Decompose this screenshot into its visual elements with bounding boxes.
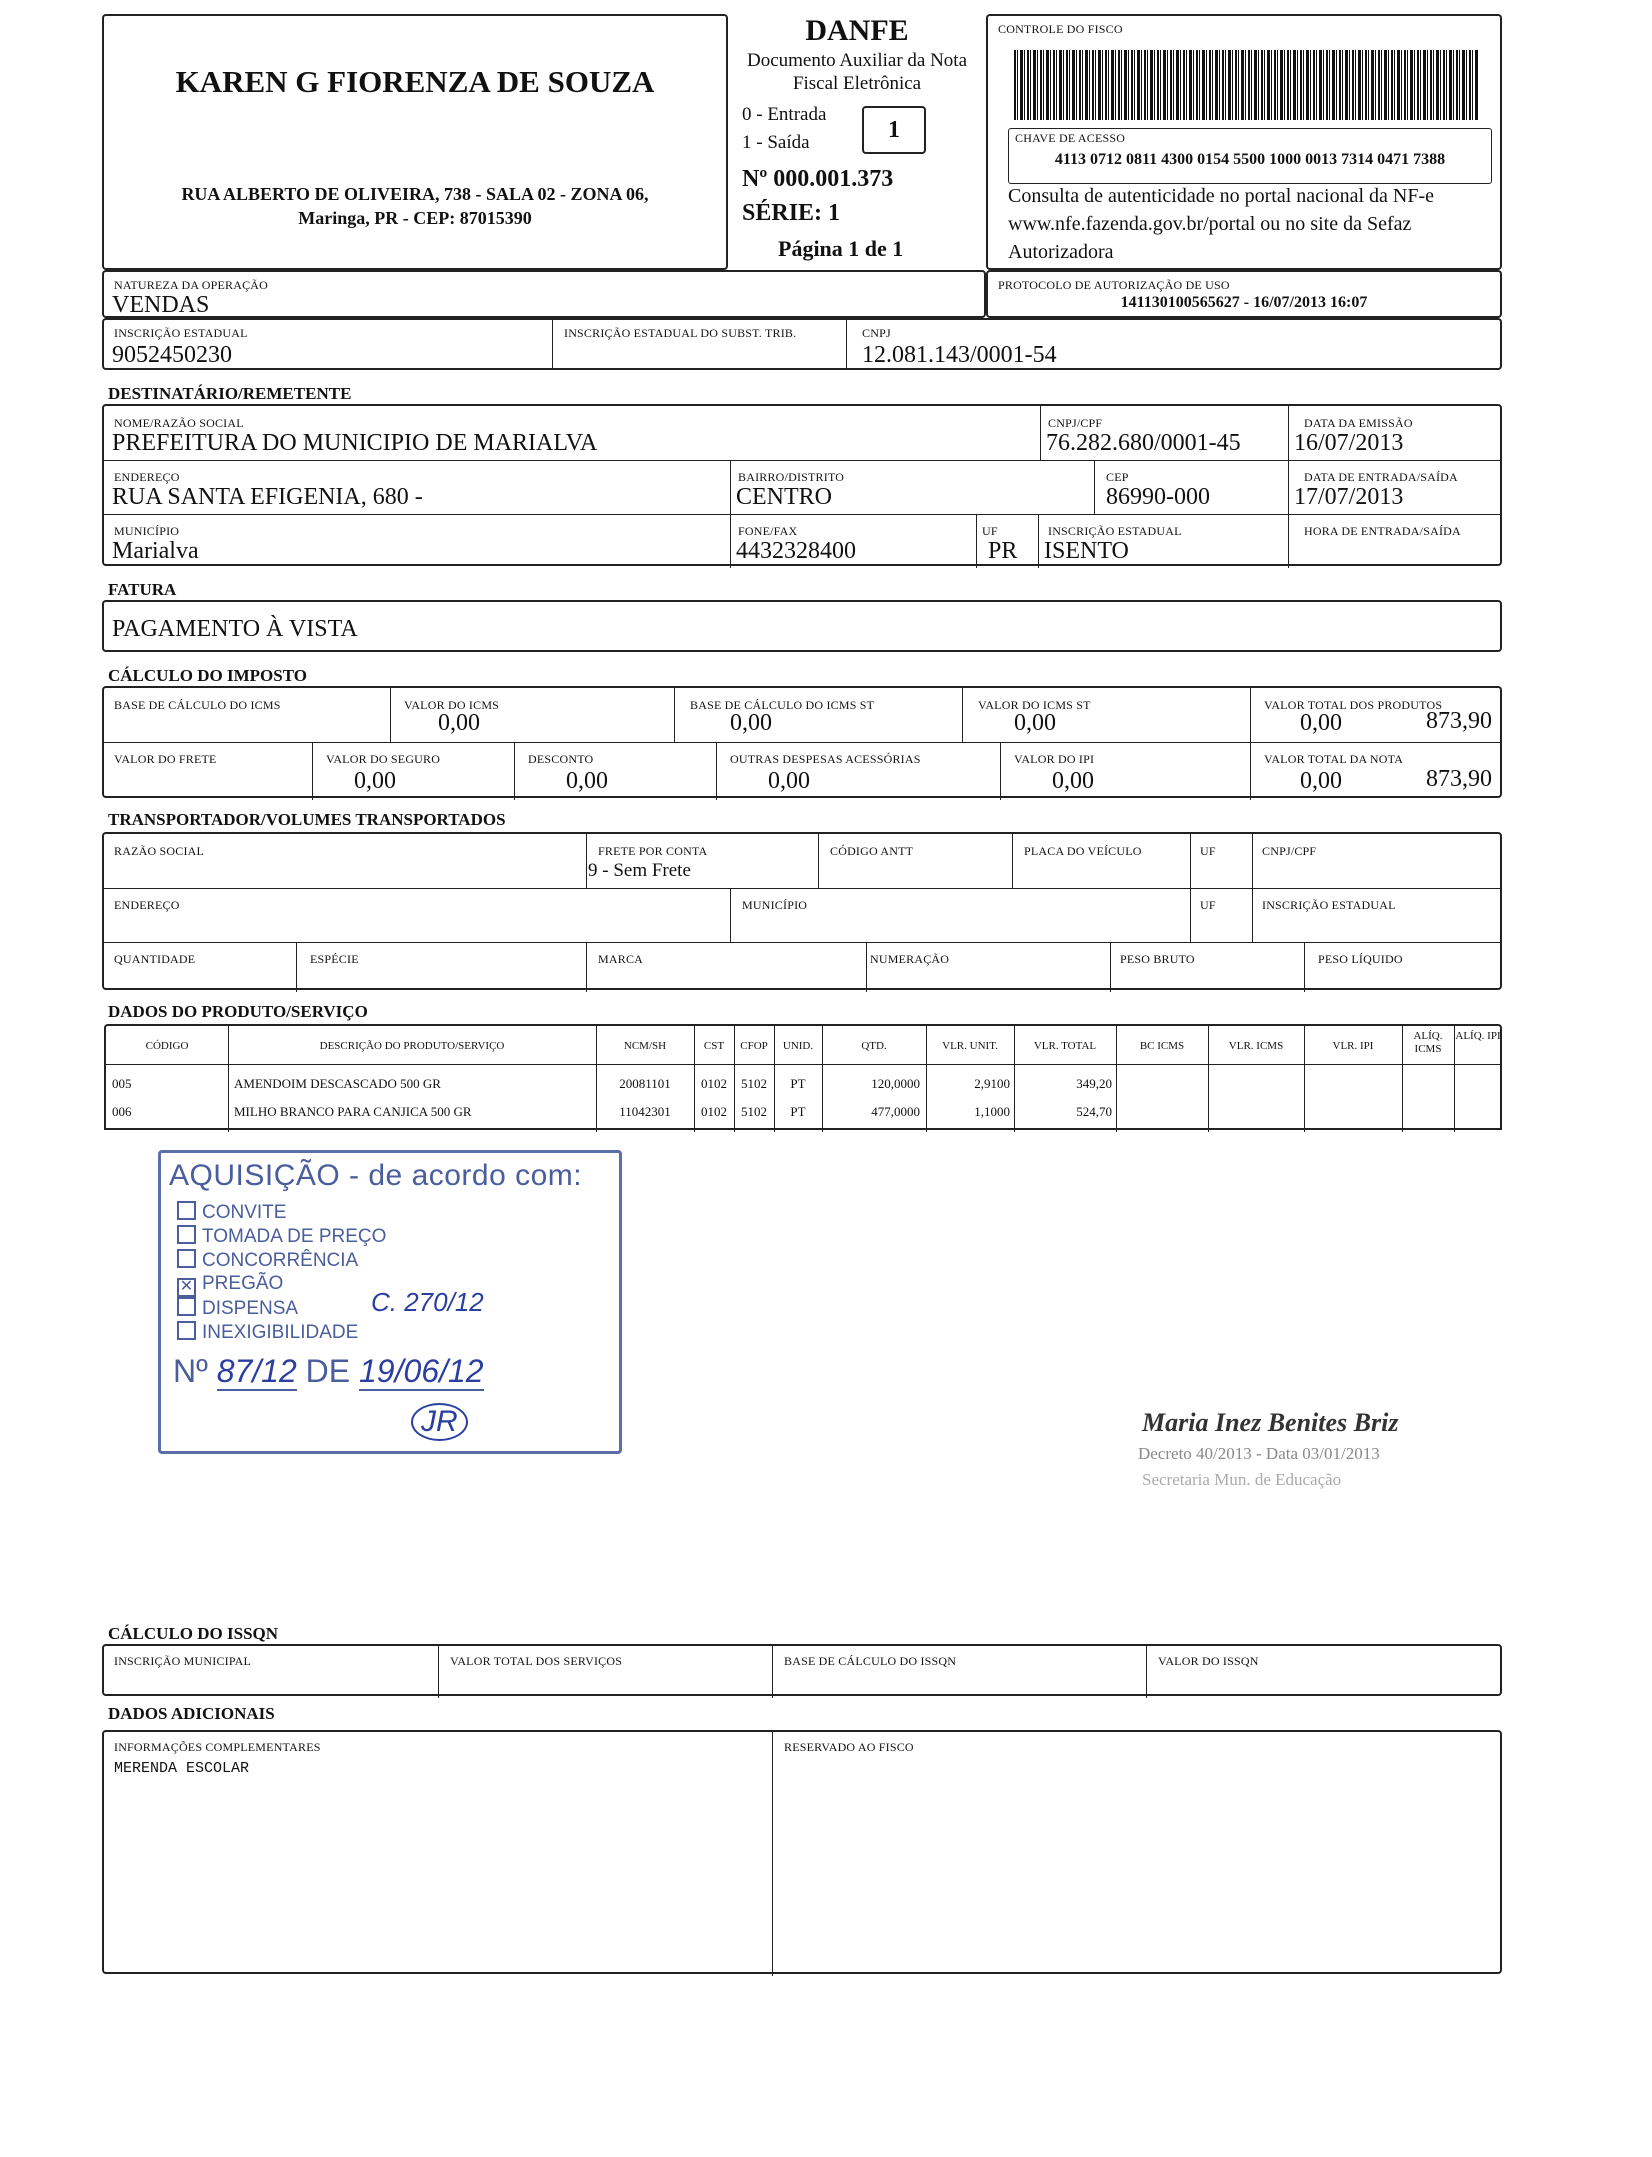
table-cell: AMENDOIM DESCASCADO 500 GR [234, 1076, 441, 1091]
danfe-tipo-box [862, 106, 926, 154]
stamp-option [177, 1273, 386, 1297]
divider [1040, 406, 1041, 460]
quantidade-label: QUANTIDADE [114, 952, 196, 966]
assinatura-linha3: Secretaria Mun. de Educação [1142, 1470, 1342, 1489]
stamp-title: AQUISIÇÃO - de acordo com: [169, 1159, 583, 1192]
adicionais-section-title: DADOS ADICIONAIS [108, 1704, 275, 1723]
divider [104, 742, 1500, 743]
stamp-options [177, 1201, 386, 1345]
protocolo-box [986, 270, 1502, 318]
checkbox-icon [177, 1249, 196, 1268]
checkbox-icon [177, 1225, 196, 1244]
stamp-option [177, 1321, 386, 1345]
dest-hora-label: HORA DE ENTRADA/SAÍDA [1304, 524, 1461, 538]
divider [674, 688, 675, 742]
stamp-numero-prefix: Nº [173, 1353, 208, 1389]
col-header: UNID. [782, 1040, 814, 1052]
stamp-option-label: TOMADA DE PREÇO [202, 1226, 387, 1247]
inscricao-box [102, 318, 1502, 370]
divider [846, 320, 847, 368]
dest-endereco-label: ENDEREÇO [114, 470, 180, 484]
stamp-option-label: CONVITE [202, 1202, 287, 1223]
divider [586, 834, 587, 888]
col-header: VLR. UNIT. [942, 1040, 998, 1052]
ie-label: INSCRIÇÃO ESTADUAL [114, 326, 248, 340]
table-cell: 20081101 [619, 1076, 671, 1091]
base-icms: 0,00 [438, 710, 480, 736]
frete-conta: 9 - Sem Frete [588, 860, 691, 881]
divider [962, 688, 963, 742]
seguro-label: VALOR DO SEGURO [326, 752, 441, 766]
protocolo-label: PROTOCOLO DE AUTORIZAÇÃO DE USO [998, 278, 1230, 292]
transporte-box [102, 832, 1502, 990]
stamp-option [177, 1297, 386, 1321]
dest-entrada: 17/07/2013 [1294, 484, 1404, 510]
controle-fisco-box [986, 14, 1502, 270]
danfe-title: DANFE [805, 14, 909, 47]
stamp-option [177, 1225, 386, 1249]
table-cell: PT [790, 1104, 806, 1119]
dest-cnpj-label: CNPJ/CPF [1048, 416, 1103, 430]
divider [1252, 834, 1253, 942]
dest-cep: 86990-000 [1106, 484, 1210, 510]
antt-label: CÓDIGO ANTT [830, 844, 914, 858]
ipi: 0,00 [1300, 768, 1342, 794]
checkbox-icon [177, 1297, 196, 1316]
col-header: VLR. ICMS [1228, 1040, 1284, 1052]
consulta-texto: Consulta de autenticidade no portal nacional da NF-e www.nfe.fazenda.gov.br/portal ou no site da Sefaz Autorizadora [1008, 185, 1434, 263]
emitente-endereco: RUA ALBERTO DE OLIVEIRA, 738 - SALA 02 - ZONA 06, [181, 184, 649, 204]
table-cell: 5102 [741, 1104, 767, 1119]
table-cell: 006 [112, 1104, 132, 1119]
stamp-numero: 87/12 [216, 1353, 297, 1389]
desconto: 0,00 [768, 768, 810, 794]
table-bottom-line [106, 1128, 1500, 1130]
col-header: VLR. IPI [1332, 1040, 1374, 1052]
divider [818, 834, 819, 888]
checkbox-icon [177, 1201, 196, 1220]
cnpj-label: CNPJ [862, 326, 891, 340]
peso-liquido-label: PESO LÍQUIDO [1318, 952, 1403, 966]
numeracao-label: NUMERAÇÃO [870, 952, 950, 966]
natureza-box [102, 270, 986, 318]
checked-box-icon: ✕ [177, 1278, 196, 1297]
dest-ie-label: INSCRIÇÃO ESTADUAL [1048, 524, 1182, 538]
protocolo-valor: 141130100565627 - 16/07/2013 16:07 [1120, 294, 1368, 311]
divider [1190, 834, 1191, 942]
outras-label: OUTRAS DESPESAS ACESSÓRIAS [730, 752, 921, 766]
fatura-section-title: FATURA [108, 580, 177, 599]
natureza-valor: VENDAS [112, 292, 210, 318]
dest-ie: ISENTO [1044, 538, 1129, 564]
divider [438, 1646, 439, 1698]
base-st: 0,00 [1014, 710, 1056, 736]
table-cell: PT [790, 1076, 806, 1091]
fatura-box [102, 600, 1502, 652]
total-nota: 873,90 [1426, 766, 1492, 792]
cnpj-valor: 12.081.143/0001-54 [862, 342, 1057, 368]
divider [1288, 406, 1289, 568]
transp-uf-label: UF [1200, 844, 1216, 858]
ie-valor: 9052450230 [112, 342, 232, 368]
danfe-numero: Nº 000.001.373 [742, 166, 894, 192]
razao-label: RAZÃO SOCIAL [114, 844, 205, 858]
placa-label: PLACA DO VEÍCULO [1024, 844, 1142, 858]
desconto-label: DESCONTO [528, 752, 594, 766]
dest-fone: 4432328400 [736, 538, 856, 564]
col-header: CÓDIGO [145, 1040, 189, 1052]
col-header: DESCRIÇÃO DO PRODUTO/SERVIÇO [319, 1040, 505, 1052]
divider [296, 942, 297, 992]
transp-municipio-label: MUNICÍPIO [742, 898, 808, 912]
table-cell: 005 [112, 1076, 132, 1091]
transp-endereco-label: ENDEREÇO [114, 898, 180, 912]
dest-nome-label: NOME/RAZÃO SOCIAL [114, 416, 244, 430]
col-header: BC ICMS [1139, 1040, 1185, 1052]
table-cell: 0102 [701, 1104, 727, 1119]
transp-ie-label: INSCRIÇÃO ESTADUAL [1262, 898, 1396, 912]
marca-label: MARCA [598, 952, 644, 966]
col-header: VLR. TOTAL [1033, 1040, 1097, 1052]
divider [1000, 742, 1001, 800]
frete-label: VALOR DO FRETE [114, 752, 217, 766]
dest-emissao-label: DATA DA EMISSÃO [1304, 416, 1413, 430]
info-complementares-label: INFORMAÇÕES COMPLEMENTARES [114, 1740, 321, 1754]
divider [390, 688, 391, 742]
table-cell: 349,20 [1076, 1076, 1112, 1091]
divider [312, 742, 313, 800]
aquisicao-stamp [158, 1150, 622, 1454]
divider [514, 742, 515, 800]
transp-uf2-label: UF [1200, 898, 1216, 912]
peso-bruto-label: PESO BRUTO [1120, 952, 1195, 966]
danfe-subtitle-2: Fiscal Eletrônica [792, 73, 922, 94]
stamp-numero-row [173, 1353, 484, 1390]
destinatario-box [102, 404, 1502, 566]
emitente-box [102, 14, 728, 270]
stamp-option [177, 1249, 386, 1273]
fatura-valor: PAGAMENTO À VISTA [112, 616, 358, 642]
chave-box [1008, 128, 1492, 184]
issqn-valor-label: VALOR DO ISSQN [1158, 1654, 1259, 1668]
danfe-entrada: 0 - Entrada [742, 104, 827, 125]
transporte-section-title: TRANSPORTADOR/VOLUMES TRANSPORTADOS [108, 810, 506, 829]
adicionais-box [102, 1730, 1502, 1974]
valor-icms-label: VALOR DO ICMS [404, 698, 500, 712]
controle-fisco-label: CONTROLE DO FISCO [998, 22, 1123, 36]
table-cell: 477,0000 [871, 1104, 920, 1119]
danfe-serie: SÉRIE: 1 [742, 200, 841, 226]
stamp-option-label: PREGÃO [202, 1273, 284, 1294]
stamp-data: 19/06/12 [359, 1353, 484, 1389]
dest-municipio-label: MUNICÍPIO [114, 524, 180, 538]
dest-entrada-label: DATA DE ENTRADA/SAÍDA [1304, 470, 1458, 484]
valor-st: 0,00 [1300, 710, 1342, 736]
stamp-rubrica: JR [411, 1403, 468, 1441]
destinatario-section-title: DESTINATÁRIO/REMETENTE [108, 384, 352, 403]
divider [716, 742, 717, 800]
divider [1038, 514, 1039, 568]
table-cell: 0102 [701, 1076, 727, 1091]
table-cell: 5102 [741, 1076, 767, 1091]
col-header: CST [703, 1040, 725, 1052]
divider [1304, 942, 1305, 992]
dest-bairro-label: BAIRRO/DISTRITO [738, 470, 845, 484]
dest-bairro: CENTRO [736, 484, 832, 510]
dest-nome: PREFEITURA DO MUNICIPIO DE MARIALVA [112, 430, 598, 456]
dest-cep-label: CEP [1106, 470, 1129, 484]
divider [1110, 942, 1111, 992]
chave-label: CHAVE DE ACESSO [1015, 131, 1126, 145]
valor-st-label: VALOR DO ICMS ST [978, 698, 1091, 712]
divider [1250, 688, 1251, 800]
divider [586, 942, 587, 992]
divider [104, 460, 1500, 461]
checkbox-icon [177, 1321, 196, 1340]
col-header: ALÍQ. ICMS [1413, 1030, 1443, 1055]
frete: 0,00 [354, 768, 396, 794]
divider [104, 888, 1500, 889]
issqn-inscricao-label: INSCRIÇÃO MUNICIPAL [114, 1654, 252, 1668]
stamp-option [177, 1201, 386, 1225]
valor-icms: 0,00 [730, 710, 772, 736]
issqn-box [102, 1644, 1502, 1696]
divider [976, 514, 977, 568]
divider [1094, 460, 1095, 514]
dest-endereco: RUA SANTA EFIGENIA, 680 - [112, 484, 423, 510]
divider [1146, 1646, 1147, 1698]
divider [104, 942, 1500, 943]
assinatura-nome: Maria Inez Benites Briz [1142, 1408, 1399, 1437]
transp-cnpj-label: CNPJ/CPF [1262, 844, 1317, 858]
issqn-section-title: CÁLCULO DO ISSQN [108, 1624, 279, 1643]
imposto-box [102, 686, 1502, 798]
table-cell: 11042301 [619, 1104, 671, 1119]
divider [866, 942, 867, 992]
especie-label: ESPÉCIE [310, 952, 359, 966]
danfe-subtitle-1: Documento Auxiliar da Nota [746, 50, 968, 71]
table-cell: MILHO BRANCO PARA CANJICA 500 GR [234, 1104, 472, 1119]
info-complementares: MERENDA ESCOLAR [114, 1760, 250, 1777]
dest-cnpj: 76.282.680/0001-45 [1046, 430, 1241, 456]
divider [1012, 834, 1013, 888]
assinatura-linha2: Decreto 40/2013 - Data 03/01/2013 [1138, 1444, 1380, 1463]
emitente-cidade: Maringa, PR - CEP: 87015390 [298, 208, 532, 228]
col-header: CFOP [740, 1040, 768, 1052]
imposto-section-title: CÁLCULO DO IMPOSTO [108, 666, 307, 685]
table-cell: 1,1000 [974, 1104, 1010, 1119]
divider [552, 320, 553, 368]
danfe-box [728, 14, 986, 270]
stamp-contrato: C. 270/12 [371, 1287, 484, 1317]
table-cell: 2,9100 [974, 1076, 1010, 1091]
barcode [1014, 50, 1478, 120]
col-header: QTD. [861, 1040, 887, 1052]
emitente-nome: KAREN G FIORENZA DE SOUZA [175, 64, 655, 99]
dest-fone-label: FONE/FAX [738, 524, 798, 538]
issqn-servicos-label: VALOR TOTAL DOS SERVIÇOS [450, 1654, 623, 1668]
produtos-section-title: DADOS DO PRODUTO/SERVIÇO [108, 1002, 368, 1021]
stamp-data-prefix: DE [305, 1353, 351, 1389]
ie-st-label: INSCRIÇÃO ESTADUAL DO SUBST. TRIB. [564, 326, 797, 340]
issqn-base-label: BASE DE CÁLCULO DO ISSQN [784, 1654, 957, 1668]
divider [772, 1646, 773, 1698]
total-produtos: 873,90 [1426, 708, 1492, 734]
base-st-label: BASE DE CÁLCULO DO ICMS ST [690, 698, 875, 712]
col-header: ALÍQ. IPI [1455, 1030, 1501, 1042]
ipi-label: VALOR DO IPI [1014, 752, 1095, 766]
table-cell: 120,0000 [871, 1076, 920, 1091]
dest-uf: PR [988, 538, 1018, 564]
divider [730, 888, 731, 942]
stamp-option-label: DISPENSA [202, 1298, 299, 1319]
danfe-saida: 1 - Saída [742, 132, 810, 153]
total-produtos-label: VALOR TOTAL DOS PRODUTOS [1264, 698, 1443, 712]
stamp-option-label: CONCORRÊNCIA [202, 1250, 359, 1271]
danfe-pagina: Página 1 de 1 [778, 236, 904, 261]
total-nota-label: VALOR TOTAL DA NOTA [1264, 752, 1404, 766]
chave-acesso: 4113 0712 0811 4300 0154 5500 1000 0013 7314 0471 7388 [1054, 151, 1446, 168]
dest-emissao: 16/07/2013 [1294, 430, 1404, 456]
divider [106, 1064, 1500, 1065]
col-header: NCM/SH [623, 1040, 667, 1052]
dest-municipio: Marialva [112, 538, 199, 564]
base-icms-label: BASE DE CÁLCULO DO ICMS [114, 698, 281, 712]
seguro: 0,00 [566, 768, 608, 794]
reservado-fisco-label: RESERVADO AO FISCO [784, 1740, 914, 1754]
danfe-tipo: 1 [888, 117, 900, 143]
natureza-label: NATUREZA DA OPERAÇÃO [114, 278, 269, 292]
produtos-table [104, 1024, 1502, 1130]
divider [730, 460, 731, 568]
frete-conta-label: FRETE POR CONTA [598, 844, 708, 858]
dest-uf-label: UF [982, 524, 998, 538]
divider [104, 514, 1500, 515]
table-cell: 524,70 [1076, 1104, 1112, 1119]
divider [772, 1732, 773, 1976]
stamp-option-label: INEXIGIBILIDADE [202, 1322, 359, 1343]
outras: 0,00 [1052, 768, 1094, 794]
